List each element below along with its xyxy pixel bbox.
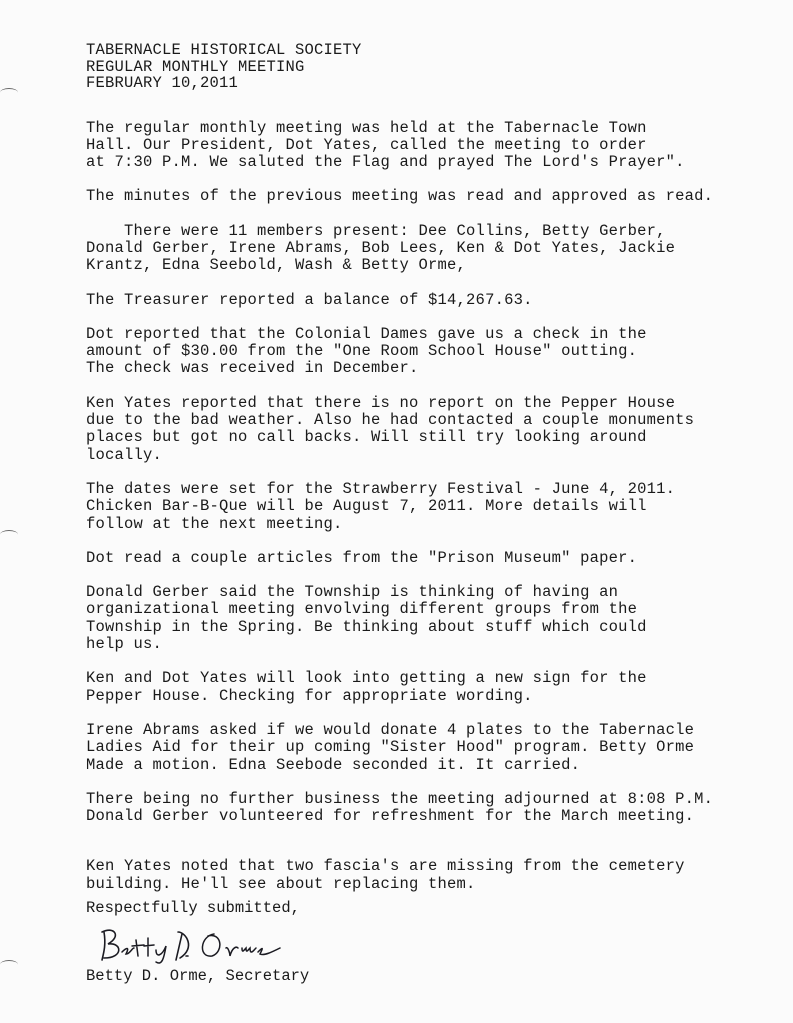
text-line: The Treasurer reported a balance of $14,267.63. (86, 290, 533, 309)
text-line: amount of $30.00 from the "One Room School House" outting. (86, 342, 638, 361)
text-line: Dot read a couple articles from the "Prison Museum" paper. (86, 548, 638, 567)
paragraph-opening (86, 120, 776, 172)
paragraph-cemetery (86, 858, 776, 893)
text-line: Dot reported that the Colonial Dames gave us a check in the (86, 324, 647, 343)
text-line: at 7:30 P.M. We saluted the Flag and prayed The Lord's Prayer". (86, 153, 685, 172)
text-line: places but got no call backs. Will still try looking around (86, 428, 647, 447)
paragraph-township (86, 584, 776, 653)
text-line: Pepper House. Checking for appropriate wording. (86, 686, 533, 705)
text-line: Chicken Bar-B-Que will be August 7, 2011. More details will (86, 497, 647, 516)
paragraph-pepper-house (86, 395, 776, 464)
text-line: The check was received in December. (86, 359, 419, 378)
heading-date: FEBRUARY 10,2011 (86, 74, 239, 92)
margin-mark (0, 960, 18, 969)
text-line: Donald Gerber, Irene Abrams, Bob Lees, Ken & Dot Yates, Jackie (86, 238, 676, 257)
text-line: follow at the next meeting. (86, 514, 343, 533)
text-line: The dates were set for the Strawberry Festival - June 4, 2011. (86, 479, 676, 498)
text-line: due to the bad weather. Also he had contacted a couple monuments (86, 411, 695, 430)
signer-name: Betty D. Orme, Secretary (86, 967, 310, 985)
text-line: building. He'll see about replacing them. (86, 874, 476, 893)
paragraph-plates (86, 722, 776, 774)
paragraph-prison-museum (86, 550, 776, 567)
text-line: Hall. Our President, Dot Yates, called the meeting to order (86, 135, 647, 154)
text-line: Krantz, Edna Seebold, Wash & Betty Orme, (86, 256, 467, 275)
closing-block (86, 900, 776, 917)
paragraph-sign (86, 670, 776, 705)
document-heading (86, 42, 776, 92)
text-line: Donald Gerber volunteered for refreshment for the March meeting. (86, 807, 695, 826)
text-line: Township in the Spring. Be thinking about stuff which could (86, 617, 647, 636)
paragraph-minutes (86, 188, 776, 205)
heading-line: TABERNACLE HISTORICAL SOCIETY (86, 41, 362, 59)
paragraph-attendance (86, 223, 776, 275)
text-line: Made a motion. Edna Seebode seconded it. It carried. (86, 755, 581, 774)
text-line: organizational meeting envolving different groups from the (86, 600, 638, 619)
paragraph-treasurer (86, 292, 776, 309)
handwritten-signature (96, 918, 286, 966)
text-line: Ken Yates reported that there is no report on the Pepper House (86, 393, 676, 412)
text-line: The regular monthly meeting was held at the Tabernacle Town (86, 118, 647, 137)
text-line: Ladies Aid for their up coming "Sister Hood" program. Betty Orme (86, 738, 695, 757)
heading-line: REGULAR MONTHLY MEETING (86, 57, 305, 76)
text-line: help us. (86, 635, 163, 654)
margin-mark (0, 88, 18, 97)
text-line: The minutes of the previous meeting was read and approved as read. (86, 187, 714, 206)
text-line: Irene Abrams asked if we would donate 4 plates to the Tabernacle (86, 720, 695, 739)
text-line: There were 11 members present: Dee Collins, Betty Gerber, (86, 221, 666, 240)
text-line: Donald Gerber said the Township is thinking of having an (86, 583, 619, 602)
paragraph-adjourned (86, 791, 776, 826)
text-line: Ken and Dot Yates will look into getting a new sign for the (86, 669, 647, 688)
paragraph-colonial-dames (86, 326, 776, 378)
minutes-document (86, 42, 776, 910)
margin-mark (0, 530, 18, 539)
text-line: locally. (86, 445, 163, 464)
closing-text: Respectfully submitted, (86, 899, 300, 917)
text-line: There being no further business the meeting adjourned at 8:08 P.M. (86, 789, 714, 808)
paragraph-festival (86, 481, 776, 533)
text-line: Ken Yates noted that two fascia's are missing from the cemetery (86, 857, 685, 876)
